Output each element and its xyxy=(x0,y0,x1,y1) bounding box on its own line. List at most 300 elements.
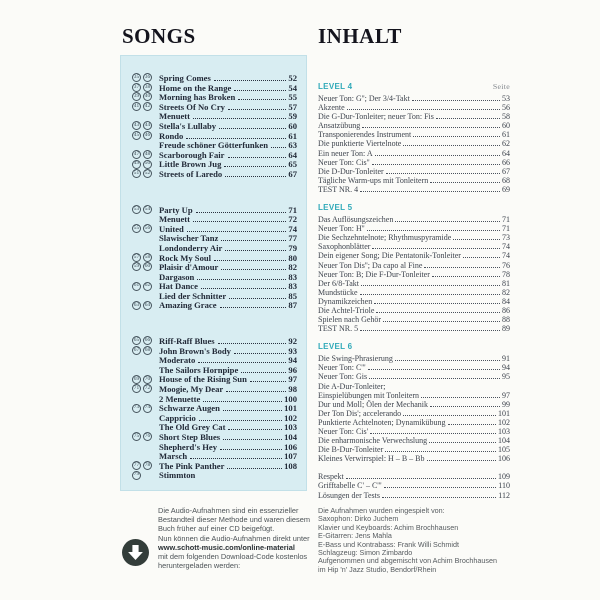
song-title: Spring Comes xyxy=(159,73,211,83)
song-title: Schwarze Augen xyxy=(159,403,220,414)
dot-leader xyxy=(374,297,500,304)
page-number: 61 xyxy=(288,130,297,141)
toc-entry-title: Grifftabelle C' – C''' xyxy=(318,481,382,491)
song-row xyxy=(132,262,297,272)
track-badges xyxy=(132,262,159,271)
dot-leader xyxy=(193,111,286,119)
dot-leader xyxy=(234,346,286,354)
song-row xyxy=(132,83,297,93)
track-number-badge: 63 xyxy=(132,301,141,310)
toc-entry-title: Dein eigener Song; Die Pentatonik-Tonleiter xyxy=(318,251,461,261)
dot-leader xyxy=(238,92,286,100)
song-title: Moogie, My Dear xyxy=(159,384,224,395)
song-title: Rock My Soul xyxy=(159,252,212,263)
dot-leader xyxy=(432,270,500,277)
song-title: Little Brown Jug xyxy=(159,159,222,170)
page-number: 102 xyxy=(284,412,297,423)
toc-entry-title: Ansatzübung xyxy=(318,121,361,131)
song-row xyxy=(132,422,297,432)
toc-entry-title: Neuer Ton Dis''; Da capo al Fine xyxy=(318,260,423,270)
page-number: 63 xyxy=(288,140,297,151)
toc-entry-title: Tägliche Warm-ups mit Tonleitern xyxy=(318,175,429,185)
level-label xyxy=(318,82,510,92)
song-group-3 xyxy=(132,336,297,480)
dot-leader xyxy=(250,374,287,382)
seite-column-label: Seite xyxy=(492,82,510,91)
page-number: 78 xyxy=(502,269,510,279)
page-number: 112 xyxy=(498,490,510,500)
page-number: 109 xyxy=(498,472,510,482)
page-number: 56 xyxy=(502,103,510,113)
toc-row xyxy=(318,391,510,400)
toc-entry-title: Neuer Ton: B; Die F-Dur-Tonleiter xyxy=(318,269,430,279)
toc-row xyxy=(318,409,510,418)
dot-leader xyxy=(368,363,500,370)
page-number: 83 xyxy=(288,271,297,282)
track-number-badge: 64 xyxy=(143,301,152,310)
song-title: Marsch xyxy=(159,451,188,462)
dot-leader xyxy=(199,413,282,421)
dot-leader xyxy=(221,233,286,241)
toc-row xyxy=(318,215,510,224)
toc-row xyxy=(318,436,510,445)
page-number: 79 xyxy=(288,242,297,253)
track-badges xyxy=(132,301,159,310)
toc-entry-title: Transponierendes Instrument xyxy=(318,130,412,140)
toc-row xyxy=(318,306,510,315)
dot-leader xyxy=(224,159,286,167)
inhalt-sections xyxy=(318,82,510,500)
track-number-badge: 68 xyxy=(143,346,152,355)
dot-leader xyxy=(225,243,286,251)
track-number-badge: 77 xyxy=(132,461,141,470)
dot-leader xyxy=(223,432,282,440)
song-row xyxy=(132,169,297,179)
track-number-badge: 45 xyxy=(132,131,141,140)
dot-leader xyxy=(234,83,286,91)
page-number: 93 xyxy=(288,345,297,356)
song-row xyxy=(132,291,297,301)
toc-row xyxy=(318,130,510,139)
song-row xyxy=(132,205,297,215)
track-number-badge: 48 xyxy=(143,150,152,159)
page-number: 105 xyxy=(498,445,510,455)
page-number: 64 xyxy=(502,148,510,158)
song-title: John Brown's Body xyxy=(159,345,231,356)
page-number: 68 xyxy=(502,175,510,185)
toc-entry-title: Neuer Ton: Cis'' xyxy=(318,157,370,167)
track-badges xyxy=(132,92,159,101)
dot-leader xyxy=(221,262,286,270)
song-row xyxy=(132,111,297,121)
toc-row xyxy=(318,445,510,454)
dot-leader xyxy=(196,205,287,213)
page-number: 53 xyxy=(502,94,510,103)
song-title: Plaisir d'Amour xyxy=(159,262,219,273)
page-number: 58 xyxy=(502,112,510,122)
track-number-badge: 55 xyxy=(132,224,141,233)
page-number: 67 xyxy=(502,166,510,176)
page-number: 101 xyxy=(284,403,297,414)
song-row xyxy=(132,336,297,346)
recording-credits xyxy=(318,507,513,574)
toc-row xyxy=(318,297,510,306)
dot-leader xyxy=(372,242,500,249)
track-number-badge: 50 xyxy=(143,160,152,169)
dot-leader xyxy=(383,315,500,322)
toc-row xyxy=(318,315,510,324)
page-number: 71 xyxy=(288,204,297,215)
page-number: 67 xyxy=(288,168,297,179)
song-title: Stimmton xyxy=(159,470,196,481)
song-row xyxy=(132,413,297,423)
track-number-badge: 59 xyxy=(132,262,141,271)
track-number-badge: 44 xyxy=(143,121,152,130)
toc-row xyxy=(318,224,510,233)
dot-leader xyxy=(361,279,500,286)
dot-leader xyxy=(395,354,500,361)
page-number: 103 xyxy=(498,427,510,436)
credits-line: im Hip 'n' Jazz Studio, Bendorf/Rhein xyxy=(318,564,437,574)
dot-leader xyxy=(346,472,496,479)
track-number-badge: 58 xyxy=(143,253,152,262)
page-number: 95 xyxy=(502,372,510,382)
dot-leader xyxy=(360,288,500,295)
song-row xyxy=(132,451,297,461)
toc-row xyxy=(318,242,510,251)
dot-leader xyxy=(220,442,282,450)
page-number: 81 xyxy=(502,278,510,288)
song-title: United xyxy=(159,223,184,234)
page-number: 85 xyxy=(288,290,297,301)
track-number-badge: 70 xyxy=(143,375,152,384)
dot-leader xyxy=(375,149,500,156)
toc-row xyxy=(318,279,510,288)
track-badges xyxy=(132,83,159,92)
credits-line: Die Aufnahmen wurden eingespielt von: xyxy=(318,506,445,515)
track-badges xyxy=(132,169,159,178)
dot-leader xyxy=(430,176,500,183)
dot-leader xyxy=(223,403,282,411)
page-number: 88 xyxy=(502,315,510,325)
track-badges xyxy=(132,224,159,233)
toc-entry-title: Dynamikzeichen xyxy=(318,296,373,306)
toc-entry-title: Dur und Moll; Ölen der Mechanik xyxy=(318,399,428,409)
dot-leader xyxy=(369,372,500,379)
dot-leader xyxy=(403,139,500,146)
dot-leader xyxy=(190,451,282,459)
page-number: 103 xyxy=(284,422,297,433)
dot-leader xyxy=(197,272,286,280)
song-row xyxy=(132,365,297,375)
toc-entry-title: Die B-Dur-Tonleiter xyxy=(318,445,384,455)
track-number-badge: 72 xyxy=(143,384,152,393)
page-number: 72 xyxy=(288,214,297,225)
page-number: 65 xyxy=(288,159,297,170)
toc-row xyxy=(318,251,510,260)
dot-leader xyxy=(370,427,496,434)
track-badges xyxy=(132,346,159,355)
track-number-badge: 43 xyxy=(132,121,141,130)
track-number-badge: 76 xyxy=(143,432,152,441)
song-title: Londonderry Air xyxy=(159,242,223,253)
dot-leader xyxy=(229,291,286,299)
track-number-badge: 73 xyxy=(132,404,141,413)
page-number: 99 xyxy=(502,399,510,409)
song-title: Dargason xyxy=(159,271,195,282)
track-number-badge: 40 xyxy=(143,92,152,101)
page-number: 74 xyxy=(502,251,510,261)
inhalt-extras xyxy=(318,472,510,499)
dot-leader xyxy=(218,336,287,344)
track-badges xyxy=(132,432,159,441)
dot-leader xyxy=(201,281,287,289)
dot-leader xyxy=(413,130,500,137)
track-number-badge: 71 xyxy=(132,384,141,393)
level-label xyxy=(318,203,510,213)
song-title: Stella's Lullaby xyxy=(159,120,217,131)
toc-entry-title: Neuer Ton: Gis xyxy=(318,372,368,382)
toc-row xyxy=(318,372,510,381)
page-number: 94 xyxy=(502,363,510,373)
song-title: Riff-Raff Blues xyxy=(159,336,215,347)
song-row xyxy=(132,470,297,480)
toc-entry-title: Punktierte Achtelnoten; Dynamikübung xyxy=(318,417,446,427)
page-number: 83 xyxy=(288,281,297,292)
page-number: 74 xyxy=(502,242,510,252)
track-badges xyxy=(132,461,159,470)
toc-row xyxy=(318,139,510,148)
download-note-line: Buch früher auf einer CD beigefügt. xyxy=(158,524,275,534)
track-badges xyxy=(132,375,159,384)
page-number: 73 xyxy=(502,233,510,243)
toc-row xyxy=(318,382,510,391)
track-number-badge: 74 xyxy=(143,404,152,413)
page-number: 87 xyxy=(288,300,297,311)
dot-leader xyxy=(203,394,282,402)
toc-entry-title: Lösungen der Tests xyxy=(318,490,380,500)
dot-leader xyxy=(385,445,496,452)
song-title: Streets Of No Cry xyxy=(159,101,225,112)
toc-entry-title: Neuer Ton: C''' xyxy=(318,363,366,373)
toc-entry-title: Die G-Dur-Tonleiter; neuer Ton: Fis xyxy=(318,112,434,122)
download-note-line: Die Audio-Aufnahmen sind ein essenzieller xyxy=(158,506,299,515)
toc-entry-title: Die Sechzehntelnote; Rhythmuspyramide xyxy=(318,233,452,243)
page-number: 102 xyxy=(498,417,510,427)
track-badges xyxy=(132,205,159,214)
song-row xyxy=(132,432,297,442)
dot-leader xyxy=(372,158,500,165)
track-number-badge: 54 xyxy=(143,205,152,214)
toc-entry-title: Die punktierte Viertelnote xyxy=(318,139,402,149)
dot-leader xyxy=(186,131,286,139)
page-number: 86 xyxy=(502,305,510,315)
toc-entry-title: Neuer Ton: Cis' xyxy=(318,427,369,436)
track-number-badge: 56 xyxy=(143,224,152,233)
page-number: 52 xyxy=(288,73,297,83)
track-number-badge: 79 xyxy=(132,471,141,480)
toc-entry-title: Die D-Dur-Tonleiter xyxy=(318,166,384,176)
toc-row xyxy=(318,233,510,242)
track-badges xyxy=(132,471,159,480)
song-row xyxy=(132,224,297,234)
track-badges xyxy=(132,150,159,159)
dot-leader xyxy=(227,461,282,469)
page-number: 104 xyxy=(498,436,510,446)
song-title: Lied der Schnitter xyxy=(159,290,227,301)
song-group-2 xyxy=(132,205,297,311)
track-badges xyxy=(132,121,159,130)
page-number: 54 xyxy=(288,82,297,93)
page-number: 98 xyxy=(288,384,297,395)
credits-line: E-Gitarren: Jens Mahla xyxy=(318,531,392,541)
dot-leader xyxy=(395,215,500,222)
page-number: 84 xyxy=(502,296,510,306)
page-number: 89 xyxy=(502,324,510,334)
toc-entry-title: Der Ton Dis'; accelerando xyxy=(318,408,402,418)
song-row xyxy=(132,461,297,471)
track-number-badge: 41 xyxy=(132,102,141,111)
dot-leader xyxy=(429,436,496,443)
dot-leader xyxy=(421,391,500,398)
dot-leader xyxy=(228,150,287,158)
toc-row xyxy=(318,261,510,270)
page-number: 106 xyxy=(498,454,510,464)
dot-leader xyxy=(220,300,287,308)
song-title: The Sailors Hornpipe xyxy=(159,364,239,375)
track-number-badge: 46 xyxy=(143,131,152,140)
dot-leader xyxy=(360,324,500,331)
song-row xyxy=(132,384,297,394)
page-number: 97 xyxy=(288,374,297,385)
dot-leader xyxy=(376,306,500,313)
level-label-text: LEVEL 5 xyxy=(318,203,353,213)
toc-entry-title: Ein neuer Ton: A xyxy=(318,148,373,158)
song-title: Moderato xyxy=(159,355,196,366)
download-note-line: Nun können die Audio-Aufnahmen direkt unter xyxy=(158,533,310,543)
level-label-text: LEVEL 6 xyxy=(318,342,353,352)
download-note-line: mit dem folgenden Download-Code kostenlos xyxy=(158,552,308,562)
page-number: 91 xyxy=(502,354,510,364)
dot-leader xyxy=(384,481,497,488)
song-row xyxy=(132,150,297,160)
toc-entry-title: Spielen nach Gehör xyxy=(318,315,382,325)
song-title: Morning has Broken xyxy=(159,92,236,103)
dot-leader xyxy=(193,214,286,222)
song-title: Rondo xyxy=(159,130,184,141)
track-badges xyxy=(132,282,159,291)
song-row xyxy=(132,253,297,263)
track-number-badge: 47 xyxy=(132,150,141,159)
page-number: 107 xyxy=(284,451,297,462)
toc-entry-title: Die Swing-Phrasierung xyxy=(318,354,393,364)
toc-row xyxy=(318,94,510,103)
page-number: 106 xyxy=(284,441,297,452)
song-title: 2 Menuette xyxy=(159,393,201,404)
page-number: 96 xyxy=(288,364,297,375)
track-number-badge: 35 xyxy=(132,73,141,82)
dot-leader xyxy=(367,224,500,231)
toc-entry-title: Die enharmonische Verwechslung xyxy=(318,436,428,446)
toc-entry-title: Akzente xyxy=(318,103,345,113)
toc-row xyxy=(318,427,510,436)
credits-line: Klavier und Keyboards: Achim Brochhausen xyxy=(318,522,459,532)
page-number: 94 xyxy=(288,355,297,366)
song-row xyxy=(132,272,297,282)
toc-row xyxy=(318,112,510,121)
toc-entry-title: Respekt xyxy=(318,472,344,482)
dot-leader xyxy=(219,121,286,129)
page-number: 101 xyxy=(498,408,510,418)
track-number-badge: 38 xyxy=(143,83,152,92)
page-number: 82 xyxy=(288,262,297,273)
song-groups xyxy=(132,73,297,480)
song-row xyxy=(132,403,297,413)
toc-row xyxy=(318,103,510,112)
dot-leader xyxy=(241,365,286,373)
songs-box xyxy=(120,55,307,491)
toc-entry-title: Neuer Ton: G''; Der 3/4-Takt xyxy=(318,94,410,103)
track-badges xyxy=(132,253,159,262)
dot-leader xyxy=(198,355,286,363)
level-label xyxy=(318,342,510,352)
dot-leader xyxy=(403,409,496,416)
dot-leader xyxy=(386,167,500,174)
dot-leader xyxy=(228,422,282,430)
toc-entry-title: Die A-Dur-Tonleiter; xyxy=(318,381,386,391)
track-badges xyxy=(132,160,159,169)
song-row xyxy=(132,346,297,356)
track-number-badge: 52 xyxy=(143,169,152,178)
song-title: Cappricio xyxy=(159,412,196,423)
song-title: Amazing Grace xyxy=(159,300,217,311)
page-number: 104 xyxy=(284,432,297,442)
dot-leader xyxy=(214,73,287,81)
page-number: 55 xyxy=(288,92,297,103)
toc-entry-title: Kleines Verwirrspiel: H – B – Bb xyxy=(318,454,425,464)
credits-line: Schlagzeug: Simon Zimbardo xyxy=(318,548,413,558)
track-number-badge: 75 xyxy=(132,432,141,441)
dot-leader xyxy=(225,169,286,177)
song-title: Shepherd's Hey xyxy=(159,441,218,452)
song-title: Hat Dance xyxy=(159,281,198,292)
download-arrow-icon xyxy=(122,539,149,566)
dot-leader xyxy=(362,121,500,128)
toc-row xyxy=(318,400,510,409)
dot-leader xyxy=(360,185,500,192)
toc-row xyxy=(318,158,510,167)
inhalt-heading: INHALT xyxy=(318,24,402,48)
song-row xyxy=(132,442,297,452)
dot-leader xyxy=(412,94,500,101)
dot-leader xyxy=(214,253,286,261)
page-number: 100 xyxy=(284,393,297,404)
track-number-badge: 49 xyxy=(132,160,141,169)
toc-entry-title: Einspielübungen mit Tonleitern xyxy=(318,390,420,400)
page-number: 74 xyxy=(288,223,297,234)
page-number: 97 xyxy=(502,390,510,400)
page-number: 61 xyxy=(502,130,510,140)
page-number: 59 xyxy=(288,111,297,122)
page-number: 71 xyxy=(502,224,510,234)
song-title: Menuett xyxy=(159,111,191,122)
level-section-6 xyxy=(318,342,510,463)
dot-leader xyxy=(463,251,500,258)
level-section-5 xyxy=(318,203,510,333)
toc-row xyxy=(318,472,510,481)
track-number-badge: 37 xyxy=(132,83,141,92)
page-number: 62 xyxy=(502,139,510,149)
